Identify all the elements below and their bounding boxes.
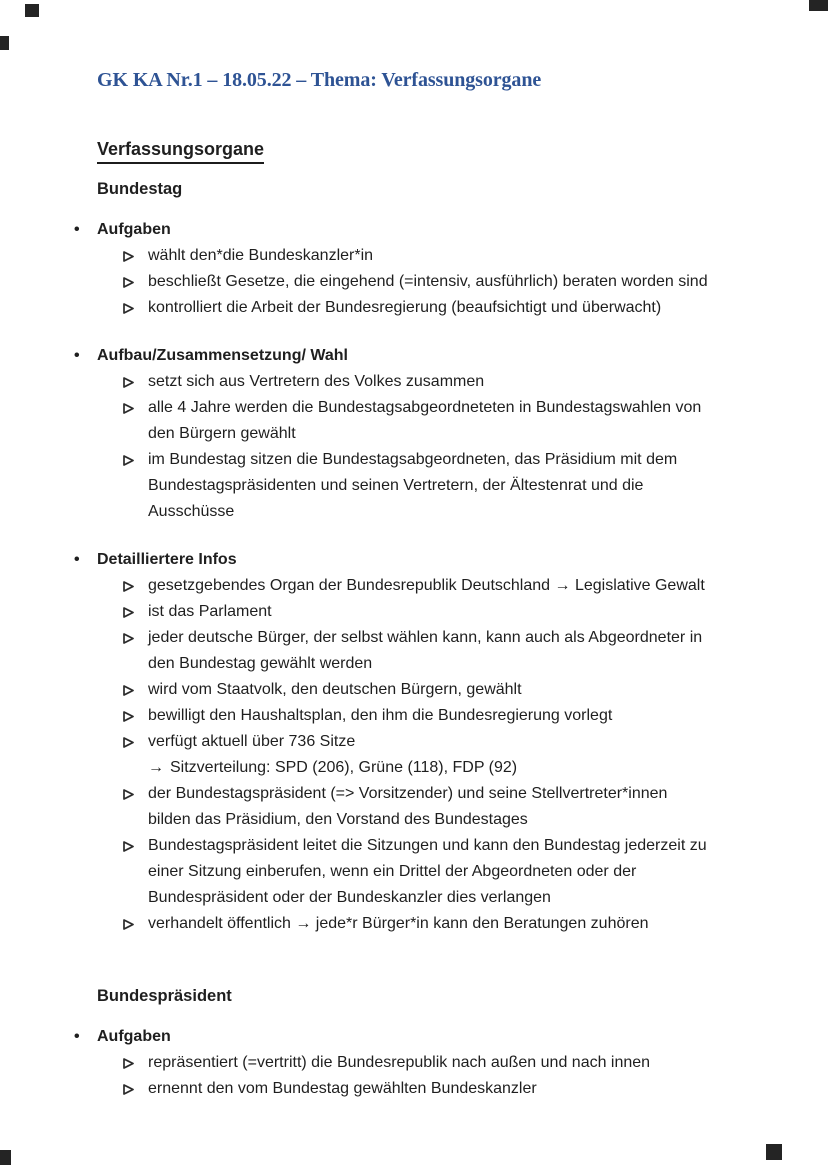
right-arrow-icon: → <box>148 759 164 776</box>
note-line: wird vom Staatvolk, den deutschen Bürgern, gewählt <box>148 681 522 698</box>
note-item-lines <box>148 295 828 321</box>
note-item-lines <box>148 1076 828 1102</box>
topic-label: Aufbau/Zusammensetzung/ Wahl <box>97 347 348 364</box>
note-item-lines <box>148 369 828 395</box>
note-line: den Bürgern gewählt <box>148 425 296 442</box>
corner-mark-icon <box>25 4 39 17</box>
arrowhead-bullet-icon <box>122 703 148 729</box>
note-item <box>122 703 828 729</box>
note-line: ernennt den vom Bundestag gewählten Bundeskanzler <box>148 1080 537 1097</box>
note-line: der Bundestagspräsident (=> Vorsitzender) und seine Stellvertreter*innen <box>148 785 668 802</box>
arrowhead-bullet-icon <box>122 295 148 321</box>
note-line: Bundespräsident oder der Bundeskanzler dies verlangen <box>148 889 551 906</box>
note-item <box>122 395 828 447</box>
arrowhead-bullet-icon <box>122 447 148 525</box>
page-title: GK KA Nr.1 – 18.05.22 – Thema: Verfassungsorgane <box>97 69 542 91</box>
note-item <box>122 447 828 525</box>
bullet-icon: • <box>74 1028 80 1045</box>
note-line: kontrolliert die Arbeit der Bundesregierung (beaufsichtigt und überwacht) <box>148 299 662 316</box>
topic-label: Detailliertere Infos <box>97 551 237 568</box>
note-item <box>122 269 828 295</box>
note-line: den Bundestag gewählt werden <box>148 655 373 672</box>
note-item-lines <box>148 677 828 703</box>
corner-mark-icon <box>0 36 9 50</box>
note-item-lines <box>148 703 828 729</box>
corner-mark-icon <box>809 0 828 11</box>
arrowhead-bullet-icon <box>122 625 148 677</box>
note-line: Bundestagspräsidenten und seinen Vertretern, der Ältestenrat und die <box>148 477 644 494</box>
note-line: repräsentiert (=vertritt) die Bundesrepublik nach außen und nach innen <box>148 1054 651 1071</box>
topic <box>0 547 828 937</box>
section-subheading: Bundestag <box>97 180 183 198</box>
note-line: setzt sich aus Vertretern des Volkes zusammen <box>148 373 485 390</box>
arrowhead-bullet-icon <box>122 269 148 295</box>
note-item <box>122 1050 828 1076</box>
topic <box>0 343 828 525</box>
note-item-lines <box>148 625 828 677</box>
topic-label-row <box>74 217 828 243</box>
note-item-lines <box>148 781 828 833</box>
bullet-icon: • <box>74 347 80 364</box>
topic-label: Aufgaben <box>97 1028 171 1045</box>
corner-mark-icon <box>0 1150 11 1165</box>
document-section <box>0 985 828 1102</box>
note-item <box>122 729 828 755</box>
note-item-lines <box>148 833 828 911</box>
note-line: einer Sitzung einberufen, wenn ein Drittel der Abgeordneten oder der <box>148 863 637 880</box>
arrowhead-bullet-icon <box>122 833 148 911</box>
note-item <box>122 243 828 269</box>
note-line: im Bundestag sitzen die Bundestagsabgeordneten, das Präsidium mit dem <box>148 451 678 468</box>
topic-label: Aufgaben <box>97 221 171 238</box>
note-line: bilden das Präsidium, den Vorstand des Bundestages <box>148 811 528 828</box>
note-item-lines <box>148 447 828 525</box>
note-item <box>122 911 828 937</box>
note-item <box>122 369 828 395</box>
note-item-lines <box>148 269 828 295</box>
main-heading-text: Verfassungsorgane <box>97 138 264 164</box>
note-line: Ausschüsse <box>148 503 235 520</box>
note-line: verhandelt öffentlich → jede*r Bürger*in kann den Beratungen zuhören <box>148 915 649 932</box>
document-body <box>0 178 828 1102</box>
note-line: bewilligt den Haushaltsplan, den ihm die Bundesregierung vorlegt <box>148 707 613 724</box>
arrowhead-bullet-icon <box>122 395 148 447</box>
note-line: alle 4 Jahre werden die Bundestagsabgeordneteten in Bundestagswahlen von <box>148 399 702 416</box>
note-item <box>122 677 828 703</box>
note-item <box>122 833 828 911</box>
note-line: verfügt aktuell über 736 Sitze <box>148 733 356 750</box>
arrowhead-bullet-icon <box>122 729 148 755</box>
note-line: beschließt Gesetze, die eingehend (=intensiv, ausführlich) beraten worden sind <box>148 273 708 290</box>
arrowhead-bullet-icon <box>122 573 148 599</box>
note-item-lines <box>148 395 828 447</box>
note-line: wählt den*die Bundeskanzler*in <box>148 247 374 264</box>
arrowhead-bullet-icon <box>122 1050 148 1076</box>
note-item <box>148 755 828 781</box>
note-line: gesetzgebendes Organ der Bundesrepublik Deutschland → Legislative Gewalt <box>148 577 705 594</box>
topic <box>0 1024 828 1102</box>
topic <box>0 217 828 321</box>
note-item <box>122 781 828 833</box>
note-item <box>122 1076 828 1102</box>
arrowhead-bullet-icon <box>122 1076 148 1102</box>
arrowhead-bullet-icon <box>122 911 148 937</box>
note-item-lines <box>148 599 828 625</box>
arrowhead-bullet-icon <box>122 369 148 395</box>
topic-label-row <box>74 1024 828 1050</box>
arrowhead-bullet-icon <box>122 781 148 833</box>
topic-label-row <box>74 547 828 573</box>
arrowhead-bullet-icon <box>122 243 148 269</box>
note-item-lines <box>148 1050 828 1076</box>
bullet-icon: • <box>74 551 80 568</box>
note-line: Sitzverteilung: SPD (206), Grüne (118), FDP (92) <box>170 759 518 776</box>
note-item <box>122 573 828 599</box>
note-item-lines <box>148 911 828 937</box>
arrowhead-bullet-icon <box>122 677 148 703</box>
corner-mark-icon <box>766 1144 782 1160</box>
section-subheading: Bundespräsident <box>97 987 232 1005</box>
note-line: ist das Parlament <box>148 603 272 620</box>
main-heading <box>97 138 828 164</box>
note-line: Bundestagspräsident leitet die Sitzungen und kann den Bundestag jederzeit zu <box>148 837 707 854</box>
note-item <box>122 295 828 321</box>
topic-label-row <box>74 343 828 369</box>
note-item-lines <box>148 573 828 599</box>
arrowhead-bullet-icon <box>122 599 148 625</box>
bullet-icon: • <box>74 221 80 238</box>
note-item-lines <box>148 243 828 269</box>
note-item-lines <box>170 755 828 781</box>
document-section <box>0 178 828 937</box>
note-item <box>122 625 828 677</box>
note-item-lines <box>148 729 828 755</box>
note-line: jeder deutsche Bürger, der selbst wählen kann, kann auch als Abgeordneter in <box>148 629 703 646</box>
note-item <box>122 599 828 625</box>
